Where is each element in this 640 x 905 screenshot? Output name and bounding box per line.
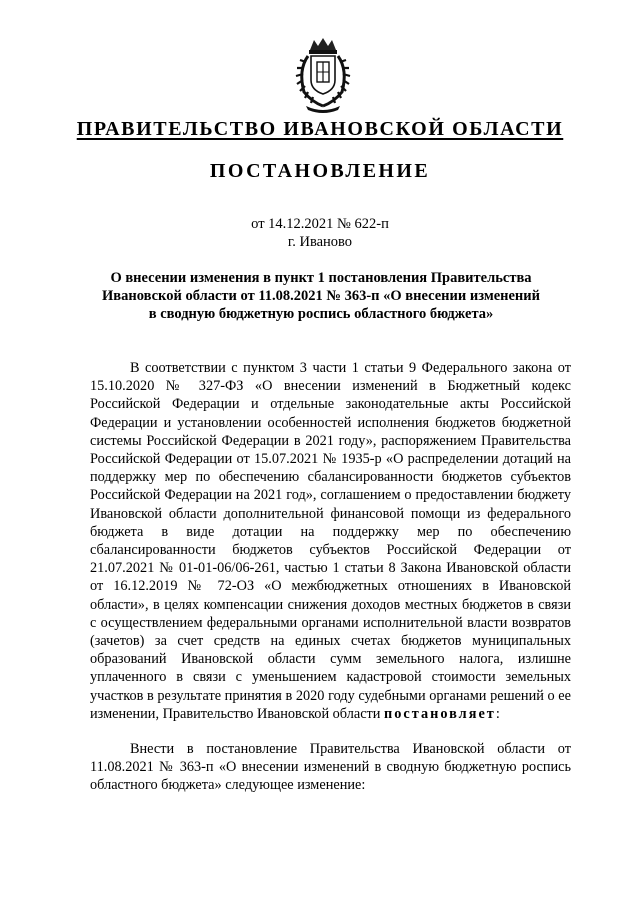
subject-line: в сводную бюджетную роспись областного бюджета» <box>148 306 494 323</box>
ivanovo-oblast-coat-of-arms-icon <box>292 36 354 114</box>
document-city: г. Иваново <box>287 234 353 250</box>
preamble-text: В соответствии с пунктом 3 части 1 статьи 9 Федерального закона от 15.10.2020 № 327-ФЗ «О внесении изменений в Бюджетный кодекс Российской Федерации и отдельные законодательные акты Российской Федерации и установлении особенностей исполнения бюджетов бюджетной системы Российской Федерации в 2021 году», распоряжением Правительства Российской Федерации от 15.07.2021 № 1935-р «О распределении дотаций на поддержку мер по обеспечению сбалансированности бюджетов субъектов Российской Федерации на 2021 год», соглашением о предоставлении бюджету Ивановской области дополнительной финансовой помощи из федерального бюджета в виде дотации на поддержку мер по обеспечению сбалансированности бюджетов субъектов Российской Федерации от 21.07.2021 № 01-01-06/06-261, частью 1 статьи 8 Закона Ивановской области от 16.12.2019 № 72-ОЗ «О межбюджетных отношениях в Ивановской области», в целях компенсации снижения доходов местных бюджетов в связи с осуществлением федеральными органами исполнительной власти возвратов (зачетов) за счет средств на единых счетах бюджетов муниципальных образований Ивановской области сумм земельного налога, излишне уплаченного в связи с уменьшением кадастровой стоимости земельных участков в результате принятия в 2020 году судебными органами решений о ее изменении, Правительство Ивановской области <box>90 360 571 722</box>
document-date-number: от 14.12.2021 № 622-п <box>251 216 389 232</box>
decree-colon: : <box>495 705 500 722</box>
subject-line: Ивановской области от 11.08.2021 № 363-п «О внесении изменений <box>102 288 540 305</box>
subject-line: О внесении изменения в пункт 1 постановления Правительства <box>110 270 532 286</box>
document-type-title: ПОСТАНОВЛЕНИЕ <box>209 160 431 182</box>
operative-paragraph <box>90 740 571 795</box>
government-title: ПРАВИТЕЛЬСТВО ИВАНОВСКОЙ ОБЛАСТИ <box>76 118 564 140</box>
decree-word: постановляет <box>384 705 496 722</box>
operative-text: Внести в постановление Правительства Ивановской области от 11.08.2021 № 363-п «О внесении изменений в сводную бюджетную роспись областного бюджета» следующее изменение: <box>90 741 571 794</box>
document-subject <box>92 269 550 324</box>
preamble-paragraph <box>90 359 571 723</box>
